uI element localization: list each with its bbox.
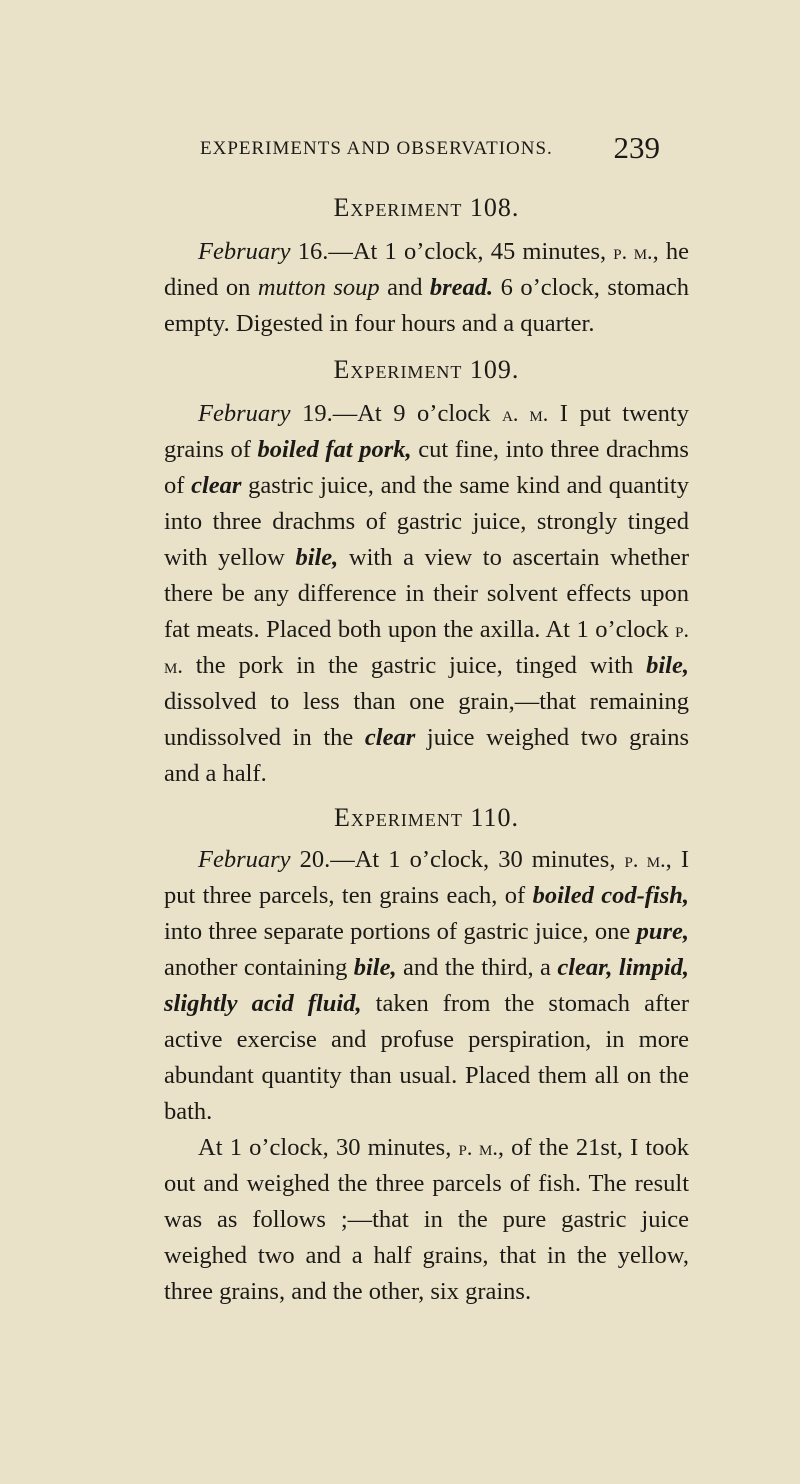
paragraph-text: , of the 21st, I took out and weighed the three parcels of fish. The result was as follows ;—that in the pure gastric juice weighed two and a half grains, that in the yellow, three grains, and the other, six grains. (164, 1134, 689, 1305)
experiment-paragraph (164, 842, 689, 1130)
italic-text: February (198, 846, 291, 873)
emphasis-text: bile, (646, 652, 689, 679)
paragraph-text: dissolved to less than one grain,—that remaining undissolved in the (164, 688, 689, 751)
time-abbreviation: p. m. (164, 617, 689, 678)
emphasis-text: bread. (429, 274, 494, 301)
paragraph-text: 20.—At 1 o’clock, 30 minutes, (290, 846, 625, 873)
experiment-heading: Experiment 110. (334, 803, 519, 832)
paragraph-text: and (379, 274, 430, 301)
emphasis-text: bile, (353, 954, 397, 981)
page-body (164, 190, 689, 1310)
paragraph-text: taken from the stomach after active exercise and profuse perspiration, in more abundant quantity than usual. Placed them all on the bath. (164, 990, 689, 1125)
italic-text: mutton soup (257, 274, 380, 301)
paragraph-text: At 1 o’clock, 30 minutes, (198, 1134, 459, 1161)
italic-text: February (198, 400, 291, 427)
emphasis-text: bile, (295, 544, 339, 571)
emphasis-text: clear (191, 472, 242, 499)
paragraph-text: , I put three parcels, ten grains each, of (164, 846, 689, 909)
emphasis-text: clear (364, 724, 416, 751)
paragraph-text: and the third, a (396, 954, 558, 981)
paragraph-text: with a view to ascertain whether there be any difference in their solvent effects upon fat meats. Placed both upon the axilla. At 1 o’clock (164, 544, 689, 643)
paragraph-text: 16.—At 1 o’clock, 45 minutes, (290, 238, 614, 265)
experiment-heading: Experiment 109. (333, 355, 520, 384)
paragraph-text: 6 o’clock, stomach empty. Digested in four hours and a quarter. (164, 274, 690, 337)
experiment-heading: Experiment 108. (333, 193, 520, 222)
experiment-paragraph (164, 1130, 689, 1310)
paragraph-text: I put twenty grains of (164, 400, 689, 463)
paragraph-text: into three separate portions of gastric juice, one (164, 918, 637, 945)
time-abbreviation: a. m. (502, 401, 549, 426)
time-abbreviation: p. m. (624, 847, 666, 872)
experiment-paragraph (164, 396, 689, 792)
paragraph-text: juice weighed two grains and a half. (164, 724, 689, 787)
emphasis-text: pure, (636, 918, 689, 945)
time-abbreviation: p. m. (458, 1135, 498, 1160)
paragraph-text: gastric juice, and the same kind and quantity into three drachms of gastric juice, strongly tinged with yellow (164, 472, 689, 571)
emphasis-text: boiled fat pork, (257, 436, 412, 463)
paragraph-text: 19.—At 9 o’clock (290, 400, 503, 427)
paragraph-text: another containing (164, 954, 354, 981)
italic-text: February (198, 238, 291, 265)
paragraph-text: the pork in the gastric juice, tinged with (182, 652, 647, 679)
emphasis-text: boiled cod-fish, (532, 882, 689, 909)
paragraph-text: , he dined on (164, 238, 690, 301)
page-number: 239 (613, 130, 660, 165)
paragraph-text: cut fine, into three drachms of (164, 436, 689, 499)
emphasis-text: clear, limpid, slightly acid fluid, (164, 954, 690, 1017)
experiment-paragraph (164, 234, 689, 342)
running-head-title: EXPERIMENTS AND OBSERVATIONS. (200, 138, 553, 159)
time-abbreviation: p. m. (613, 239, 653, 264)
